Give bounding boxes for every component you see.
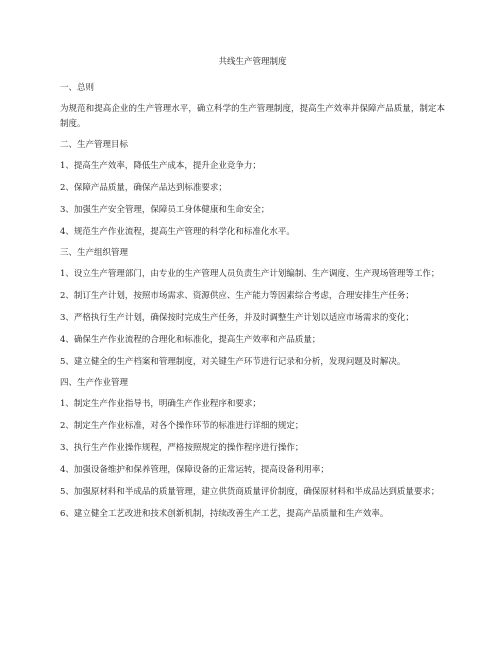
paragraph: 为规范和提高企业的生产管理水平，确立科学的生产管理制度，提高生产效率并保障产品质量，制定本制度。 bbox=[60, 104, 445, 129]
document-section bbox=[60, 139, 445, 240]
document-page bbox=[60, 56, 445, 529]
paragraph: 5、加强原材料和半成品的质量管理，建立供货商质量评价制度，确保原材料和半成品达到质量要求； bbox=[60, 487, 440, 497]
paragraph: 1、设立生产管理部门，由专业的生产管理人员负责生产计划编制、生产调度、生产现场管理等工作； bbox=[60, 269, 440, 279]
document-section bbox=[60, 247, 445, 370]
paragraph: 1、提高生产效率，降低生产成本，提升企业竞争力； bbox=[60, 161, 261, 171]
paragraph: 4、确保生产作业流程的合理化和标准化，提高生产效率和产品质量； bbox=[60, 335, 321, 345]
document-title: 共线生产管理制度 bbox=[218, 57, 287, 67]
paragraph: 4、规范生产作业流程，提高生产管理的科学化和标准化水平。 bbox=[60, 227, 295, 237]
paragraph: 3、严格执行生产计划，确保按时完成生产任务，并及时调整生产计划以适应市场需求的变化； bbox=[60, 313, 414, 323]
document-section bbox=[60, 377, 445, 522]
paragraph: 6、建立健全工艺改进和技术创新机制，持续改善生产工艺，提高产品质量和生产效率。 bbox=[60, 509, 389, 519]
paragraph: 1、制定生产作业指导书，明确生产作业程序和要求； bbox=[60, 399, 261, 409]
section-heading: 三、生产组织管理 bbox=[60, 248, 129, 258]
paragraph: 3、执行生产作业操作规程，严格按照规定的操作程序进行操作； bbox=[60, 443, 304, 453]
paragraph: 5、建立健全的生产档案和管理制度，对关键生产环节进行记录和分析，发现问题及时解决。 bbox=[60, 357, 406, 367]
paragraph: 2、制订生产计划，按照市场需求、资源供应、生产能力等因素综合考虑，合理安排生产任务； bbox=[60, 291, 414, 301]
document-body bbox=[60, 82, 445, 522]
section-heading: 四、生产作业管理 bbox=[60, 378, 129, 388]
paragraph: 2、保障产品质量，确保产品达到标准要求； bbox=[60, 183, 227, 193]
paragraph: 4、加强设备维护和保养管理，保障设备的正常运转，提高设备利用率； bbox=[60, 465, 329, 475]
section-heading: 二、生产管理目标 bbox=[60, 140, 129, 150]
document-section bbox=[60, 82, 445, 132]
section-heading: 一、总则 bbox=[60, 83, 95, 93]
paragraph: 3、加强生产安全管理，保障员工身体健康和生命安全； bbox=[60, 205, 270, 215]
paragraph: 2、制定生产作业标准，对各个操作环节的标准进行详细的规定； bbox=[60, 421, 304, 431]
